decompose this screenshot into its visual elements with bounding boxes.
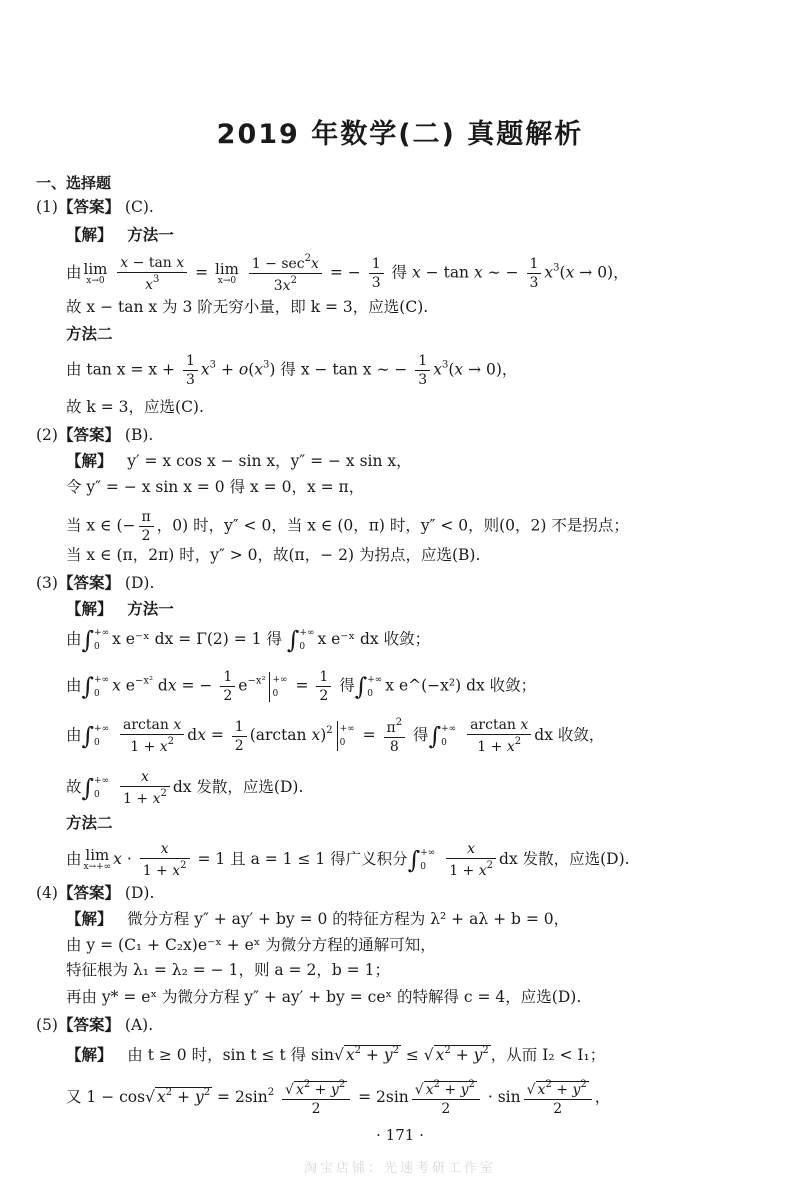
formula-line: 由 lim x→+∞ x · $\frac{x}{1 + x^2}$ = 1 且 a = 1 ≤ 1 得广义积分∫+∞ 0 $\frac{x}{1 + x^2}$ dx 发散，应选(D).: [66, 841, 630, 879]
text-line: 故 k = 3，应选(C).: [66, 398, 204, 416]
text-line: 当 x ∈ (π，2π) 时，y″ > 0，故(π，− 2) 为拐点，应选(B).: [66, 546, 481, 564]
solution-line: 【解】 y′ = x cos x − sin x，y″ = − x sin x，: [66, 452, 412, 470]
question-number: (1): [36, 198, 58, 216]
text-line: 再由 y* = eˣ 为微分方程 y″ + ay′ + by = ceˣ 的特解得 c = 4，应选(D).: [66, 988, 582, 1006]
question-5-header: (5)【答案】 (A).: [36, 1016, 154, 1034]
method-label: 方法二: [66, 814, 113, 832]
formula-line: 当 x ∈ (− $\frac{\pi}{2}$ ，0) 时，y″ < 0，当 x ∈ (0，π) 时，y″ < 0，则(0，2) 不是拐点；: [66, 509, 629, 544]
formula-line: 由 tan x = x + $\frac{1}{3}$ $x^3 + o(x^3)$ 得 x − tan x ∼ − $\frac{1}{3}$ $x^3(x \to 0)$，: [66, 353, 518, 388]
solution-header: 【解】 方法一: [66, 226, 174, 244]
question-3-header: (3)【答案】 (D).: [36, 574, 155, 592]
answer-label: 【答案】: [57, 198, 120, 216]
question-1-header: [36, 200, 154, 216]
formula-line: 又 1 − cos√ $x^2 + y^2 = 2\sin^2$ $\frac{√ x^2 + y^2}{2}$ = 2sin $\frac{√ x^2 + y^2}{2}$ · sin $\frac{√ x^2 + y^2}{2}$ ，: [66, 1079, 611, 1117]
text-line: 由 y = (C₁ + C₂x)e⁻ˣ + eˣ 为微分方程的通解可知，: [66, 936, 436, 954]
solution-line: 【解】 微分方程 y″ + ay′ + by = 0 的特征方程为 λ² + aλ + b = 0，: [66, 910, 570, 928]
solution-header: 【解】 方法一: [66, 600, 174, 618]
question-4-header: (4)【答案】 (D).: [36, 884, 155, 902]
question-2-header: (2)【答案】 (B).: [36, 426, 154, 444]
watermark: 淘宝店铺：光速考研工作室: [303, 1161, 496, 1176]
answer-value: (C).: [124, 198, 154, 216]
page-title: 2019 年数学(二) 真题解析: [216, 119, 584, 150]
text-line: 故 x − tan x 为 3 阶无穷小量，即 k = 3，应选(C).: [66, 298, 429, 316]
text-line: 令 y″ = − x sin x = 0 得 x = 0，x = π，: [66, 478, 365, 496]
solution-line: 【解】 由 t ≥ 0 时，sin t ≤ t 得 sin√ $x^2 + y^2$ ≤ √ $x^2 + y^2$ ，从而 I₂ < I₁；: [66, 1045, 606, 1064]
formula-line: 由 lim x→0 $\frac{\text{x − tan x}}{x^3}$ = lim x→0 $\frac{1 - \sec^2x}{3x^2}$ = − $\frac{1}{3}$ 得 x − tan x ∼ − $\frac{1}{3}$ $x^3(x \to 0)$，: [66, 253, 629, 294]
formula-line: 由∫+∞ 0 x $e^{-x^2}$ dx = − $\frac{1}{2}$ $e^{-x^2}$ +∞ 0 = $\frac{1}{2}$ 得∫+∞ 0 x e^(−x²) dx 收敛；: [66, 669, 537, 704]
formula-line: 由∫+∞ 0 $\frac{\text{arctan x}}{1 + x^2}$ dx = $\frac{1}{2}$ (arctan x)$^2$ +∞ 0 = $\frac{\pi^2}{8}$ 得∫+∞ 0 $\frac{\text{arctan x}}{1 + x^2}$ dx 收敛，: [66, 717, 605, 755]
method-label: 方法二: [66, 325, 113, 343]
formula-line: 由∫+∞ 0 x e⁻ˣ dx = Γ(2) = 1 得 ∫+∞ 0 x e⁻ˣ dx 收敛；: [66, 626, 431, 654]
text-line: 特征根为 λ₁ = λ₂ = − 1，则 a = 2，b = 1；: [66, 961, 390, 979]
page-number: · 171 ·: [376, 1126, 424, 1144]
formula-line: 故∫+∞ 0 $\frac{x}{1 + x^2}$ dx 发散，应选(D).: [66, 769, 304, 807]
section-heading: 一、选择题: [36, 174, 112, 192]
